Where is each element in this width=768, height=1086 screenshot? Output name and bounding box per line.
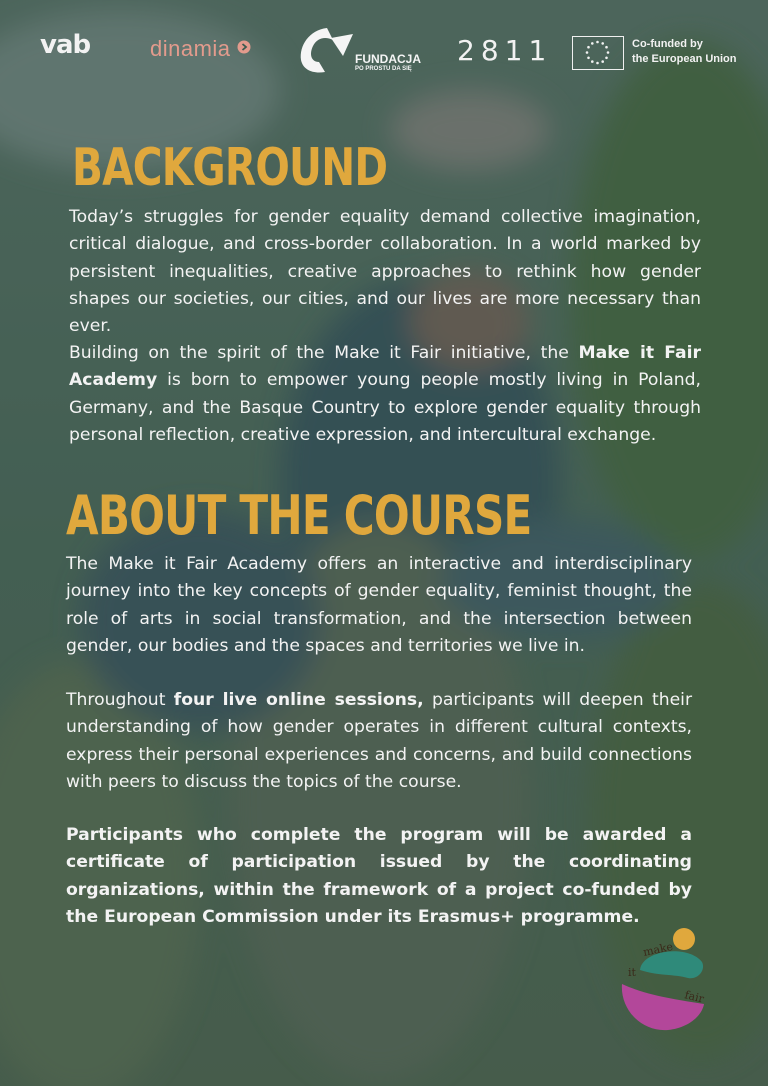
dinamia-logo: [150, 36, 251, 62]
about-p2-bold: four live online sessions,: [173, 690, 424, 710]
fundacja-line2: PO PROSTU DA SIĘ: [355, 66, 412, 72]
background-heading: BACKGROUND: [72, 138, 388, 198]
about-p2-start: Throughout: [66, 690, 174, 710]
logo-make-text: make: [641, 939, 675, 959]
vab-logo: vab: [40, 30, 91, 60]
arrow-circle-icon: [237, 40, 251, 54]
about-course-heading: ABOUT THE COURSE: [66, 484, 532, 547]
about-paragraph-1: The Make it Fair Academy offers an interactive and interdisciplinary journey into the key concepts of gender equality, feminist thought, the role of arts in social transformation, and the intersection between gender, our bodies and the spaces and territories we live in.: [66, 554, 692, 656]
about-paragraph-3: Participants who complete the program will be awarded a certificate of participation issued by the coordinating organizations, within the framework of a project co-funded by the European Commission under its Erasmus+ programme.: [66, 825, 692, 927]
bg-p2-start: Building on the spirit of the Make it Fair initiative, the: [69, 343, 579, 363]
dinamia-wordmark: dinamia: [150, 36, 231, 61]
fundacja-logo: [295, 24, 430, 76]
background-paragraph-1: Today’s struggles for gender equality demand collective imagination, critical dialogue, and cross-border collaboration. In a world marked by persistent inequalities, creative approaches to rethink how gender shapes our societies, our cities, and our lives are more necessary than ever.: [69, 207, 701, 337]
logo-it-text: it: [628, 966, 636, 979]
eu-cofunded-text: [632, 37, 762, 67]
logo-fair-text: fair: [683, 988, 706, 1006]
partner-logos: [0, 0, 768, 100]
background-paragraph-2: [69, 340, 701, 449]
eu-line1: Co-funded by: [632, 38, 703, 50]
fundacja-mark-icon: [295, 24, 355, 76]
bg-p2-bold: Make it Fair Academy: [69, 343, 701, 391]
about-paragraph-2: [66, 687, 692, 796]
about-p2-end: participants will deepen their understanding of how gender operates in different cultural contexts, express their personal experiences and concerns, and build connections with peers to discuss the topics of the course.: [66, 690, 693, 792]
eu-cofunded-logo: [572, 36, 762, 72]
make-it-fair-logo: [618, 924, 710, 1036]
2811-logo: 2811: [457, 34, 553, 67]
eu-line2: the European Union: [632, 53, 737, 65]
bg-p2-end: is born to empower young people mostly living in Poland, Germany, and the Basque Country to explore gender equality through personal reflection, creative expression, and intercultural exchange.: [69, 370, 701, 445]
logo-dot: [673, 928, 695, 950]
fundacja-line1: FUNDACJA: [355, 52, 421, 66]
eu-flag-icon: [572, 36, 624, 70]
